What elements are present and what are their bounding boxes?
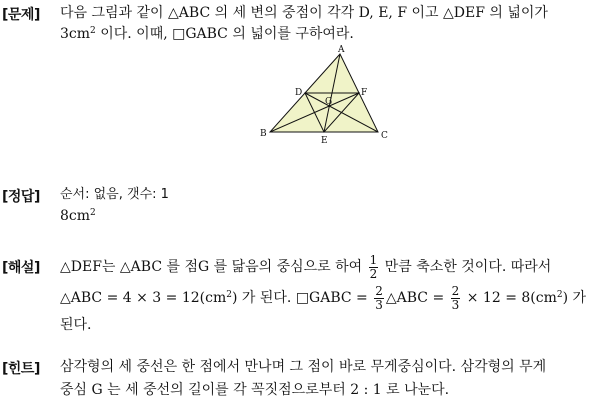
label-e: E	[321, 136, 328, 146]
solution-line-3: 된다.	[60, 317, 92, 333]
fraction-half: $\frac{1}{2}$	[369, 252, 378, 281]
solution-line-2: △ABC = $4 \times 3 = 12(cm^2)$ 가 된다. □GABC = $\frac{2}{3}$ △ABC = $\frac{2}{3}$ × $12 = 8(cm^2)$ 가	[60, 283, 587, 312]
label-g: G	[325, 97, 333, 107]
solution-tag: [해설]	[2, 260, 40, 276]
label-c: C	[381, 131, 388, 141]
problem-tag: [문제]	[2, 7, 40, 23]
label-b: B	[260, 129, 267, 139]
label-a: A	[338, 45, 345, 55]
label-d: D	[295, 88, 303, 98]
hint-tag: [힌트]	[2, 361, 40, 377]
hint-line-1: 삼각형의 세 중선은 한 점에서 만나며 그 점이 바로 무게중심이다. 삼각형의 무게	[60, 359, 547, 375]
problem-line-1: 다음 그림과 같이 △ABC 의 세 변의 중점이 각각 D, E, F 이고 △DEF 의 넓이가	[60, 5, 548, 21]
answer-tag: [정답]	[2, 189, 40, 205]
label-f: F	[361, 88, 368, 98]
solution-line-1: △DEF는 △ABC 를 점G 를 닮음의 중심으로 하여 $\frac{1}{2}$ 만큼 축소한 것이다. 따라서	[60, 252, 552, 281]
fraction-two-thirds-1: $\frac{2}{3}$	[375, 283, 383, 312]
answer-line-1: 순서: 없음, 갯수: 1	[60, 187, 169, 202]
triangle-figure	[252, 44, 392, 152]
fraction-two-thirds-2: $\frac{2}{3}$	[451, 283, 460, 312]
answer-line-2: $8cm^2$	[60, 208, 96, 224]
hint-line-2: 중심 G 는 세 중선의 길이를 각 꼭짓점으로부터 2 : 1 로 나눈다.	[60, 382, 450, 398]
problem-line-2: $3cm^2$ 이다. 이때, □GABC 의 넓이를 구하여라.	[60, 26, 354, 42]
